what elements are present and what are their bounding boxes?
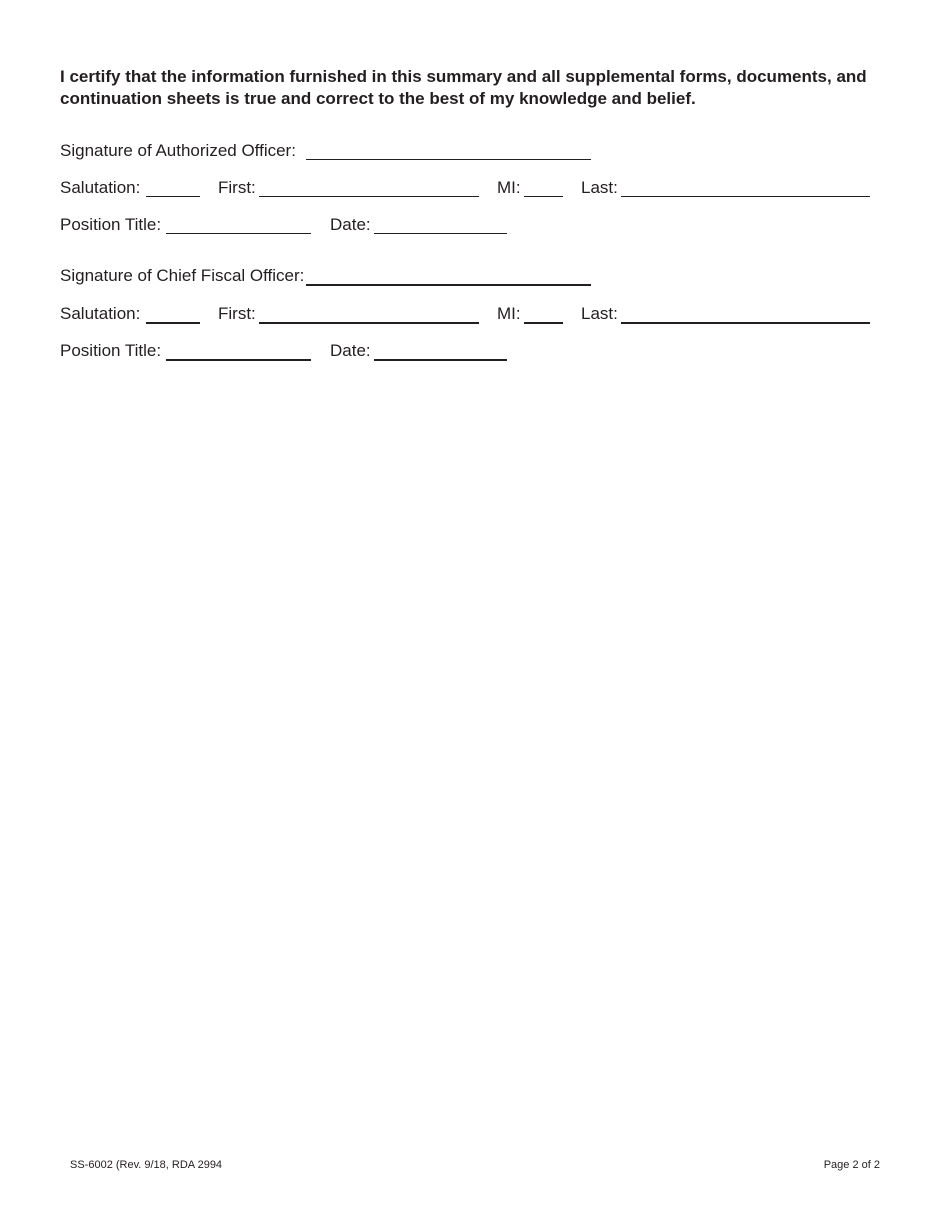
- chief-fiscal-officer-date-label: Date:: [330, 341, 371, 360]
- chief-fiscal-officer-position-title-field[interactable]: [166, 359, 311, 361]
- chief-fiscal-officer-date-field[interactable]: [374, 359, 507, 361]
- authorized-officer-position-title-field[interactable]: [166, 233, 311, 234]
- form-id: SS-6002 (Rev. 9/18, RDA 2994: [70, 1159, 223, 1171]
- authorized-officer-first-label: First:: [218, 178, 256, 197]
- chief-fiscal-officer-salutation-label: Salutation:: [60, 304, 141, 323]
- chief-fiscal-officer-last-field[interactable]: [621, 322, 870, 324]
- chief-fiscal-officer-first-field[interactable]: [259, 322, 479, 324]
- authorized-officer-signature-label: Signature of Authorized Officer:: [60, 141, 296, 160]
- authorized-officer-signature-line[interactable]: [306, 159, 591, 160]
- authorized-officer-mi-label: MI:: [497, 178, 521, 197]
- chief-fiscal-officer-salutation-field[interactable]: [146, 322, 200, 324]
- authorized-officer-salutation-label: Salutation:: [60, 178, 141, 197]
- authorized-officer-last-label: Last:: [581, 178, 618, 197]
- chief-fiscal-officer-mi-field[interactable]: [524, 322, 563, 324]
- chief-fiscal-officer-first-label: First:: [218, 304, 256, 323]
- chief-fiscal-officer-signature-label: Signature of Chief Fiscal Officer:: [60, 266, 305, 285]
- authorized-officer-date-label: Date:: [330, 215, 371, 234]
- authorized-officer-last-field[interactable]: [621, 196, 870, 197]
- authorized-officer-first-field[interactable]: [259, 196, 479, 197]
- chief-fiscal-officer-position-title-label: Position Title:: [60, 341, 162, 360]
- authorized-officer-date-field[interactable]: [374, 233, 507, 234]
- authorized-officer-salutation-field[interactable]: [146, 196, 200, 197]
- page-number: Page 2 of 2: [823, 1159, 880, 1171]
- authorized-officer-mi-field[interactable]: [524, 196, 563, 197]
- chief-fiscal-officer-signature-line[interactable]: [306, 284, 591, 286]
- chief-fiscal-officer-last-label: Last:: [581, 304, 618, 323]
- authorized-officer-position-title-label: Position Title:: [60, 215, 162, 234]
- certification-statement: I certify that the information furnished in this summary and all supplemental forms, documents, and continuation sheets is true and correct to the best of my knowledge and belief.: [60, 67, 867, 108]
- chief-fiscal-officer-mi-label: MI:: [497, 304, 521, 323]
